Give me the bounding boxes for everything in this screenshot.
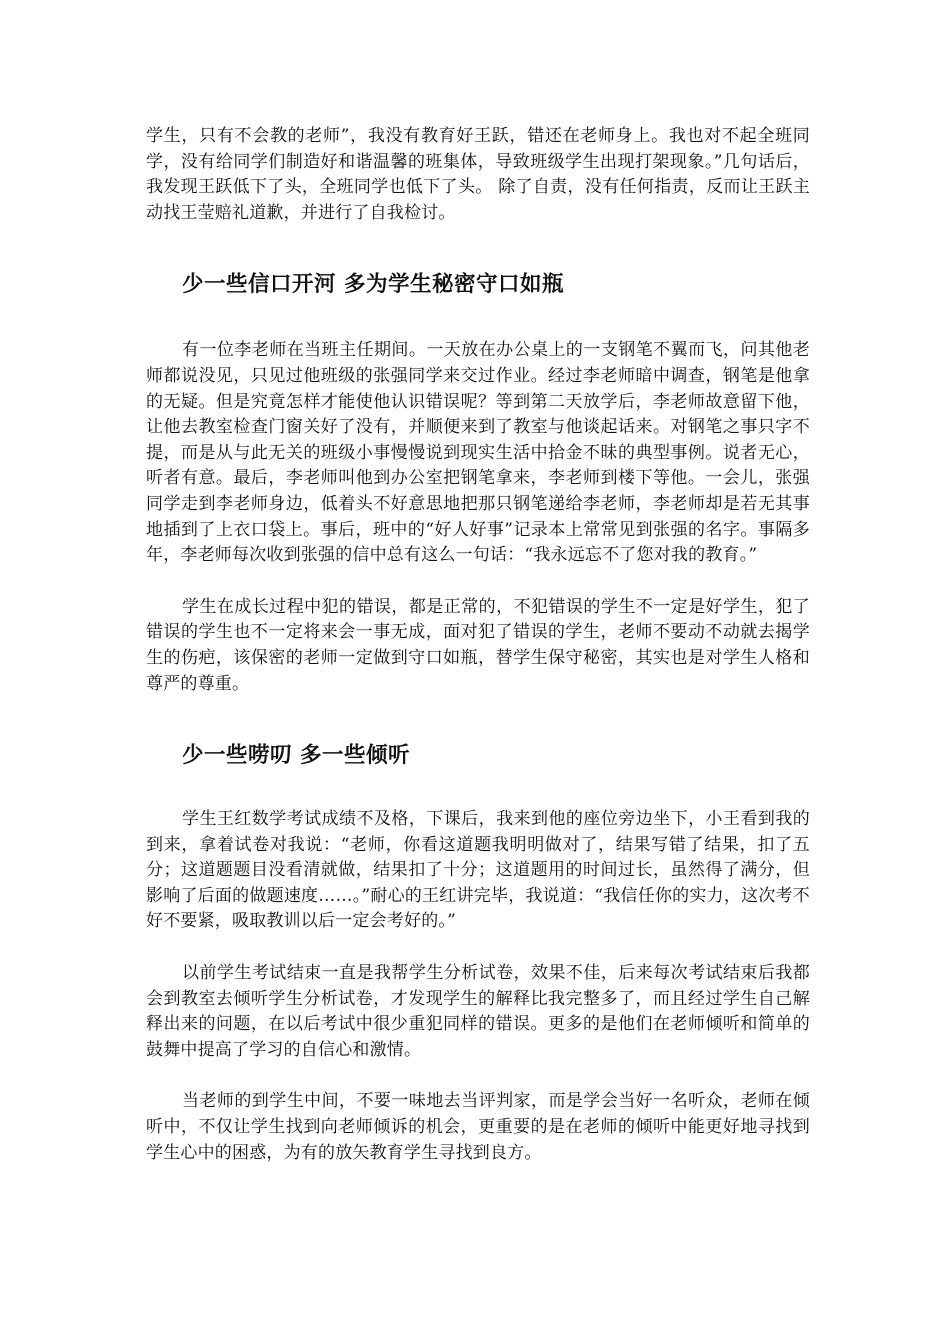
section-heading-1: 少一些信口开河 多为学生秘密守口如瓶 (182, 272, 564, 298)
paragraph-4: 学生王红数学考试成绩不及格，下课后，我来到他的座位旁边坐下，小王看到我的到来，拿着试卷对我说：“老师，你看这道题我明明做对了，结果写错了结果，扣了五分；这道题题目没看清就做，结果扣了十分；这道题用的时间过长，虽然得了满分，但影响了后面的做题速度……。”耐心的王红讲完毕，我说道：“我信任你的实力，这次考不好不要紧，吸取教训以后一定会考好的。” (146, 809, 810, 932)
paragraph-3: 学生在成长过程中犯的错误，都是正常的，不犯错误的学生不一定是好学生，犯了错误的学生也不一定将来会一事无成，面对犯了错误的学生，老师不要动不动就去揭学生的伤疤，该保密的老师一定做到守口如瓶，替学生保守秘密，其实也是对学生人格和尊严的尊重。 (146, 596, 810, 694)
document-page (146, 124, 810, 1166)
section-heading-2: 少一些唠叨 多一些倾听 (182, 743, 410, 769)
paragraph-5: 以前学生考试结束一直是我帮学生分析试卷，效果不佳，后来每次考试结束后我都会到教室去倾听学生分析试卷，才发现学生的解释比我完整多了，而且经过学生自己解释出来的问题，在以后考试中很少重犯同样的错误。更多的是他们在老师倾听和简单的鼓舞中提高了学习的自信心和激情。 (146, 963, 810, 1060)
paragraph-1: 学生，只有不会教的老师”，我没有教育好王跃，错还在老师身上。我也对不起全班同学，没有给同学们制造好和谐温馨的班集体，导致班级学生出现打架现象。”几句话后，我发现王跃低下了头，全班同学也低下了头。 除了自责，没有任何指责，反而让王跃主动找王莹赔礼道歉，并进行了自我检讨。 (146, 126, 810, 223)
paragraph-2: 有一位李老师在当班主任期间。一天放在办公桌上的一支钢笔不翼而飞，问其他老师都说没见，只见过他班级的张强同学来交过作业。经过李老师暗中调查，钢笔是他拿的无疑。但是究竟怎样才能使他认识错误呢？等到第二天放学后，李老师故意留下他，让他去教室检查门窗关好了没有，并顺便来到了教室与他谈起话来。对钢笔之事只字不提，而是从与此无关的班级小事慢慢说到现实生活中拾金不昧的典型事例。说者无心，听者有意。最后，李老师叫他到办公室把钢笔拿来，李老师到楼下等他。一会儿，张强同学走到李老师身边，低着头不好意思地把那只钢笔递给李老师，李老师却是若无其事地插到了上衣口袋上。事后，班中的“好人好事”记录本上常常见到张强的名字。事隔多年，李老师每次收到张强的信中总有这么一句话：“我永远忘不了您对我的教育。” (146, 340, 810, 566)
paragraph-6: 当老师的到学生中间，不要一味地去当评判家，而是学会当好一名听众，老师在倾听中，不仅让学生找到向老师倾诉的机会，更重要的是在老师的倾听中能更好地寻找到学生心中的困惑，为有的放矢教育学生寻找到良方。 (146, 1091, 810, 1163)
